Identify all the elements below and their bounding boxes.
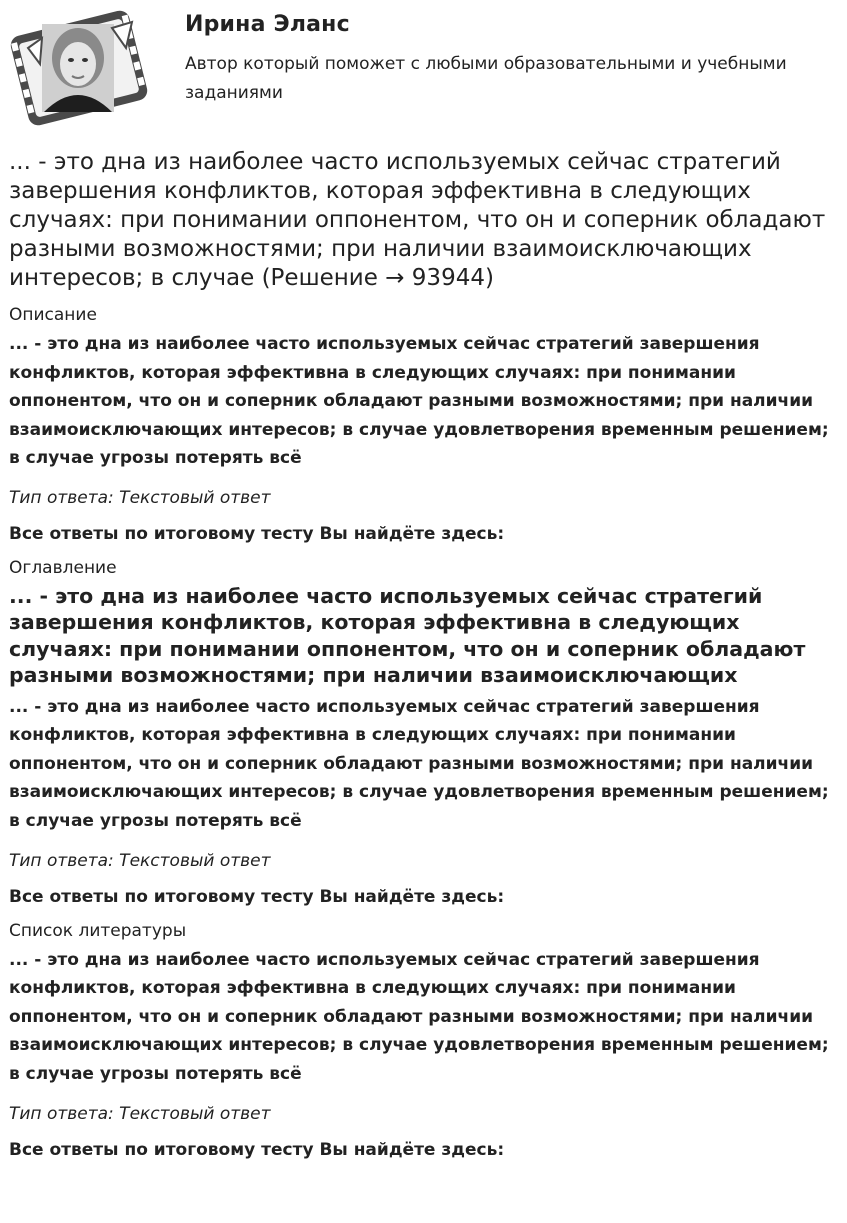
author-description: Автор который поможет с любыми образовательными и учебными заданиями [185,54,787,103]
answers-link-text: Все ответы по итоговому тесту Вы найдёте здесь: [9,886,505,907]
section-label: Список литературы [9,920,187,941]
question-text: ... - это дна из наиболее часто используемых сейчас стратегий завершения конфликтов, которая эффективна в следующих случаях: при понимании оппонентом, что он и соперник обладают разными возможностями; при наличии взаимоисключающих интересов; в случае удовлетворения временным решением; в случае угрозы потерять всё [9,334,829,469]
question-text: ... - это дна из наиболее часто используемых сейчас стратегий завершения конфликтов, которая эффективна в следующих случаях: при понимании оппонентом, что он и соперник обладают разными возможностями; при наличии взаимоисключающих интересов; в случае удовлетворения временным решением; в случае угрозы потерять всё [9,949,829,1084]
answers-link-text: Все ответы по итоговому тесту Вы найдёте здесь: [9,1139,505,1160]
section-toc [9,557,839,908]
author-name[interactable]: Ирина Эланс [185,12,350,37]
section-label: Оглавление [9,557,117,578]
section-label: Описание [9,305,97,325]
toc-heading: ... - это дна из наиболее часто используемых сейчас стратегий завершения конфликтов, которая эффективна в следующих случаях: при понимании оппонентом, что он и соперник обладают разными возможностями; при наличии взаимоисключающих [9,583,806,688]
author-avatar [8,8,150,128]
answers-link-text: Все ответы по итоговому тесту Вы найдёте здесь: [9,523,505,544]
answer-type: Тип ответа: Текстовый ответ [9,1103,271,1124]
answer-type: Тип ответа: Текстовый ответ [9,850,271,871]
question-text: ... - это дна из наиболее часто используемых сейчас стратегий завершения конфликтов, которая эффективна в следующих случаях: при понимании оппонентом, что он и соперник обладают разными возможностями; при наличии взаимоисключающих интересов; в случае удовлетворения временным решением; в случае угрозы потерять всё [9,696,829,831]
section-description [9,304,839,545]
author-card [0,0,847,140]
answer-type: Тип ответа: Текстовый ответ [9,487,271,508]
page-title: ... - это дна из наиболее часто используемых сейчас стратегий завершения конфликтов, которая эффективна в следующих случаях: при понимании оппонентом, что он и соперник обладают разными возможностями; при наличии взаимоисключающих интересов; в случае (Решение → 93944) [9,149,826,291]
section-bibliography [9,920,839,1161]
main-content [9,148,839,1161]
